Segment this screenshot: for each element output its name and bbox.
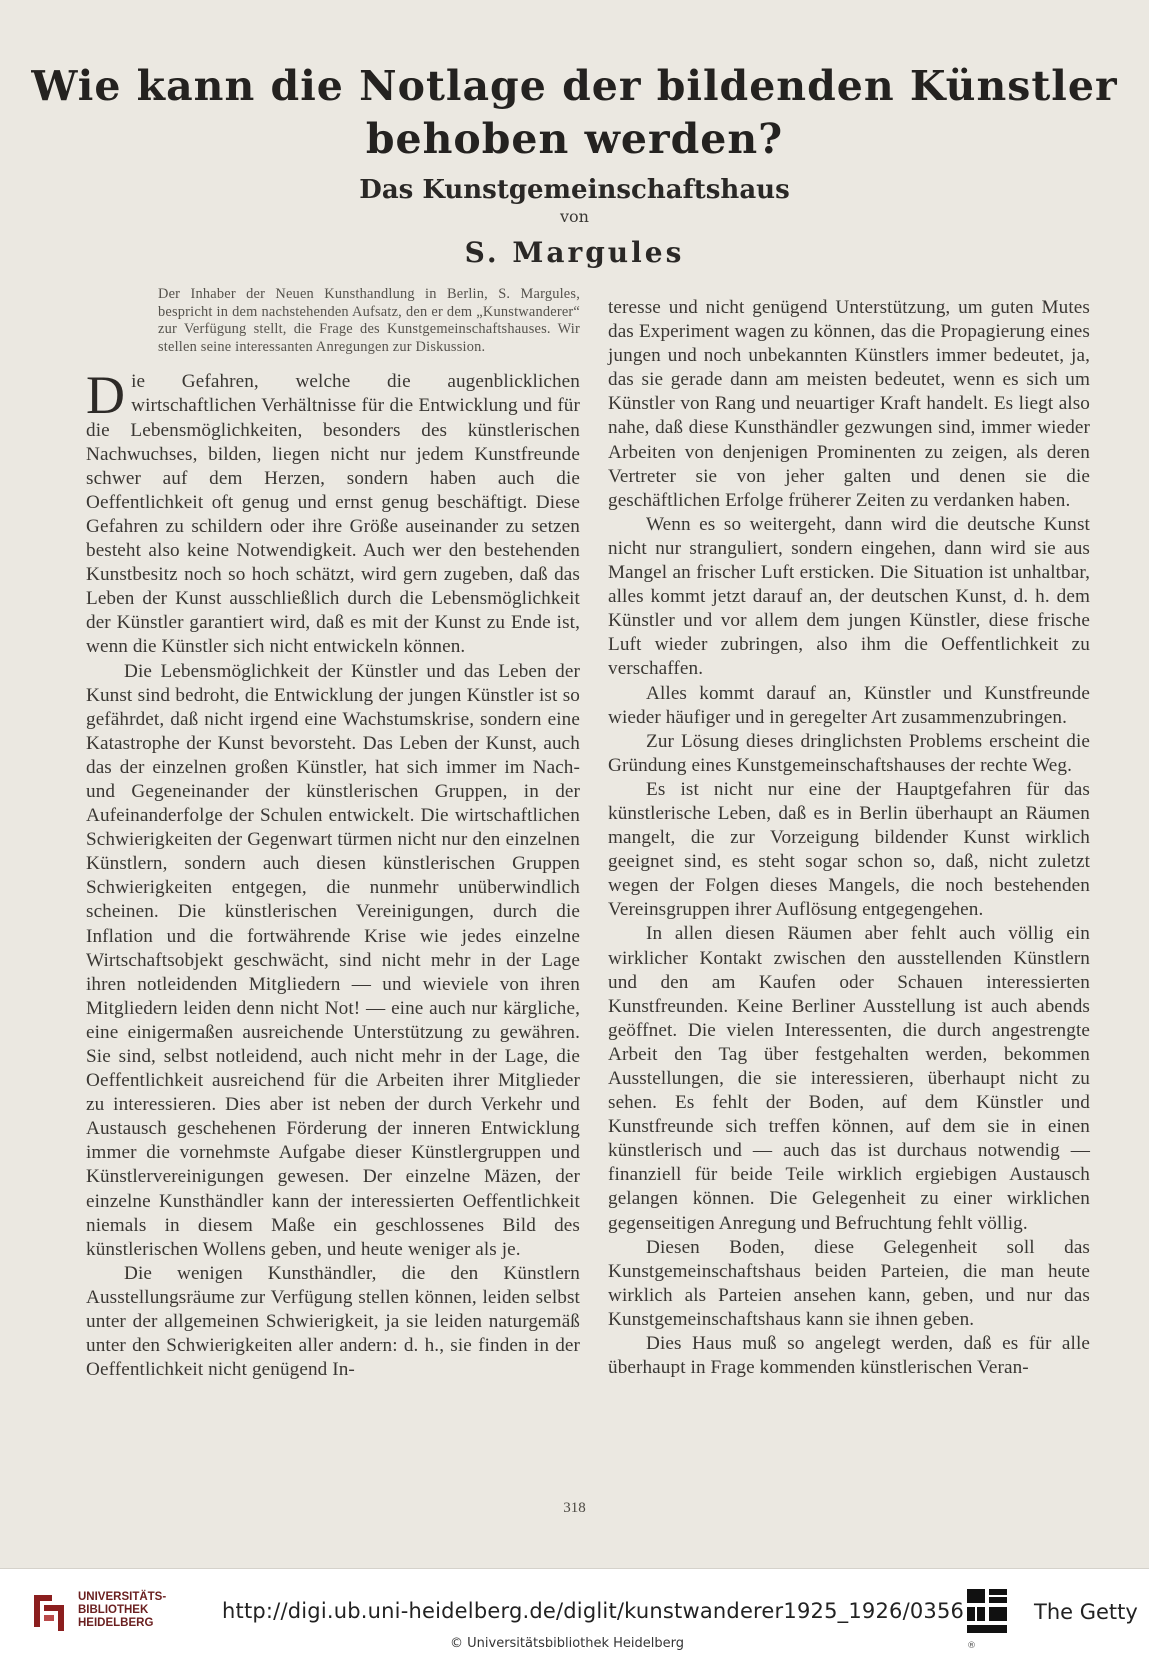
- getty-logo-icon[interactable]: [965, 1587, 1009, 1637]
- article-title-line-2: behoben werden?: [365, 115, 784, 163]
- registered-mark: ®: [967, 1641, 976, 1651]
- university-library-logo-icon[interactable]: [30, 1589, 70, 1633]
- left-column: [86, 286, 580, 1382]
- right-paragraph-6: In allen diesen Räumen aber fehlt auch völlig ein wirklicher Kontakt zwischen den ausstellenden Künstlern und den am Kaufen oder Schauen interessierten Kunstfreunden. Keine Berliner Ausstellung ist auch abends geöffnet. Die vielen Interessenten, die durch angestrengte Arbeit den Tag über festgehalten werden, bekommen Ausstellungen, die sie interessieren, überhaupt nicht zu sehen. Es fehlt der Boden, auf dem Künstler und Kunstfreunde sich treffen können, auf dem sie in einen künstlerisch und — auch das ist durchaus notwendig — finanziell für beide Teile wirklich ergiebigen Austausch gelangen können. Die Gelegenheit zu einer wirklichen gegenseitigen Anregung und Befruchtung fehlt völlig.: [608, 923, 1090, 1234]
- intro-note: Der Inhaber der Neuen Kunsthandlung in Berlin, S. Margules, bespricht in dem nachstehenden Aufsatz, den er dem „Kunstwanderer“ zur Verfügung stellt, die Frage des Kunstgemeinschaftshauses. Wir stellen seine interessanten Anregungen zur Diskussion.: [158, 286, 580, 355]
- right-paragraph-2: Wenn es so weitergeht, dann wird die deutsche Kunst nicht nur stranguliert, sondern eingehen, dann wird sie aus Mangel an frischer Luft ersticken. Die Situation ist unhaltbar, alles kommt jetzt darauf an, der deutschen Kunst, d. h. dem Künstler und vor allem dem jungen Künstler, diese frische Luft wieder zubringen, also ihm die Oeffentlichkeit zu verschaffen.: [608, 513, 1090, 680]
- paragraph-1-text: ie Gefahren, welche die augenblicklichen wirtschaftlichen Verhältnisse für die Entwicklung und für die Lebensmöglichkeiten, besonders des künstlerischen Nachwuchses, bilden, liegen nicht nur jedem Kunstfreunde schwer auf dem Herzen, sondern haben auch die Oeffentlichkeit oft genug und ernst genug beschäftigt. Diese Gefahren zu schildern oder ihre Größe auseinander zu setzen besteht also keine Notwendigkeit. Auch wer den bestehenden Kunstbesitz noch so hoch schätzt, wird gern zugeben, daß das Leben der Kunst ausschließlich durch die Lebensmöglichkeit der Künstler garantiert wird, daß es mit der Kunst zu Ende ist, wenn die Künstler sich nicht entwickeln können.: [86, 371, 580, 658]
- right-paragraph-8: Dies Haus muß so angelegt werden, daß es für alle überhaupt in Frage kommenden künstlerischen Veran-: [608, 1333, 1090, 1379]
- permalink-url[interactable]: http://digi.ub.uni-heidelberg.de/diglit/kunstwanderer1925_1926/0356: [222, 1599, 965, 1623]
- university-library-name: [78, 1591, 166, 1630]
- getty-name: The Getty: [1034, 1600, 1138, 1624]
- right-paragraph-3: Alles kommt darauf an, Künstler und Kunstfreunde wieder häufiger und in geregelter Art zusammenzubringen.: [608, 682, 1090, 728]
- paragraph-3: Die wenigen Kunsthändler, die den Künstlern Ausstellungsräume zur Verfügung stellen können, leiden selbst unter der allgemeinen Schwierigkeit, ja sie leiden naturgemäß unter den Schwierigkeiten aller andern: d. h., sie finden in der Oeffentlichkeit nicht genügend In-: [86, 1262, 580, 1381]
- paragraph-1: [86, 365, 580, 659]
- library-line-3: HEIDELBERG: [78, 1617, 154, 1629]
- article-title-line-1: Wie kann die Notlage der bildenden Künstler: [31, 62, 1118, 110]
- author-name: S. Margules: [464, 236, 685, 269]
- right-paragraph-4: Zur Lösung dieses dringlichsten Problems erscheint die Gründung eines Kunstgemeinschaftshauses der rechte Weg.: [608, 730, 1090, 776]
- drop-cap: D: [86, 365, 126, 426]
- right-paragraph-7: Diesen Boden, diese Gelegenheit soll das Kunstgemeinschaftshaus beiden Parteien, die man heute wirklich als Parteien ansehen kann, geben, und nur das Kunstgemeinschaftshaus kann sie ihnen geben.: [608, 1236, 1090, 1330]
- byline-von: von: [560, 207, 589, 226]
- right-paragraph-1: teresse und nicht genügend Unterstützung, um guten Mutes das Experiment wagen zu können, das die Propagierung eines jungen und noch unbekannten Künstlers immer bedeutet, ja, das sie gerade dann am meisten bedeutet, wenn es sich um Künstler von Rang und neuartiger Kraft handelt. Es liegt also nahe, daß diese Kunsthändler gezwungen sind, immer wieder Arbeiten von denjenigen Prominenten zu zeigen, als deren Vertreter sie von jeher galten und denen sie die geschäftlichen Erfolge früherer Zeiten zu verdanken haben.: [608, 297, 1090, 511]
- copyright-notice: © Universitätsbibliothek Heidelberg: [450, 1636, 685, 1651]
- library-line-1: UNIVERSITÄTS-: [78, 1591, 167, 1603]
- article-subtitle: Das Kunstgemeinschaftshaus: [359, 175, 790, 205]
- library-line-2: BIBLIOTHEK: [78, 1604, 149, 1616]
- right-column: [608, 296, 1090, 1380]
- paragraph-2: Die Lebensmöglichkeit der Künstler und das Leben der Kunst sind bedroht, die Entwicklung der jungen Künstler ist so gefährdet, daß nicht irgend eine Wachstumskrise, sondern eine Katastrophe der Kunst bevorsteht. Das Leben der Kunst, auch das der einzelnen großen Künstler, hat sich immer im Nach- und Gegeneinander der künstlerischen Gruppen, in der Aufeinanderfolge der Schulen entwickelt. Die wirtschaftlichen Schwierigkeiten der Gegenwart türmen nicht nur den einzelnen Künstlern, sondern auch diesen künstlerischen Gruppen Schwierigkeiten entgegen, die nunmehr unüberwindlich scheinen. Die künstlerischen Vereinigungen, durch die Inflation und die fortwährende Krise wie jedes einzelne Wirtschaftsobjekt geschwächt, sind nicht mehr in der Lage ihren notleidenden Mitgliedern — und wieviele von ihren Mitgliedern leiden denn nicht Not! — eine auch nur kärgliche, eine einigermaßen ausreichende Unterstützung zu gewähren. Sie sind, selbst notleidend, auch nicht mehr in der Lage, die Oeffentlichkeit ausreichend für die Arbeiten ihrer Mitglieder zu interessieren. Dies aber ist neben der durch Verkehr und Austausch geschehenen Förderung der inneren Entwicklung immer die vornehmste Aufgabe dieser Künstlergruppen und Künstlervereinigungen gewesen. Der einzelne Mäzen, der einzelne Kunsthändler kann der interessierten Oeffentlichkeit niemals in diesem Maße ein geschlossenes Bild des künstlerischen Wollens geben, und heute weniger als je.: [86, 660, 580, 1260]
- viewer-footer: [0, 1568, 1149, 1662]
- page-number: 318: [563, 1500, 586, 1516]
- right-paragraph-5: Es ist nicht nur eine der Hauptgefahren für das künstlerische Leben, daß es in Berlin überhaupt an Räumen mangelt, die zur Vorzeigung bildender Kunst wirklich geeignet sind, es steht sogar schon so, daß, nicht zuletzt wegen der Folgen dieses Mangels, die noch bestehenden Vereinsgruppen ihrer Auflösung entgegengehen.: [608, 778, 1090, 921]
